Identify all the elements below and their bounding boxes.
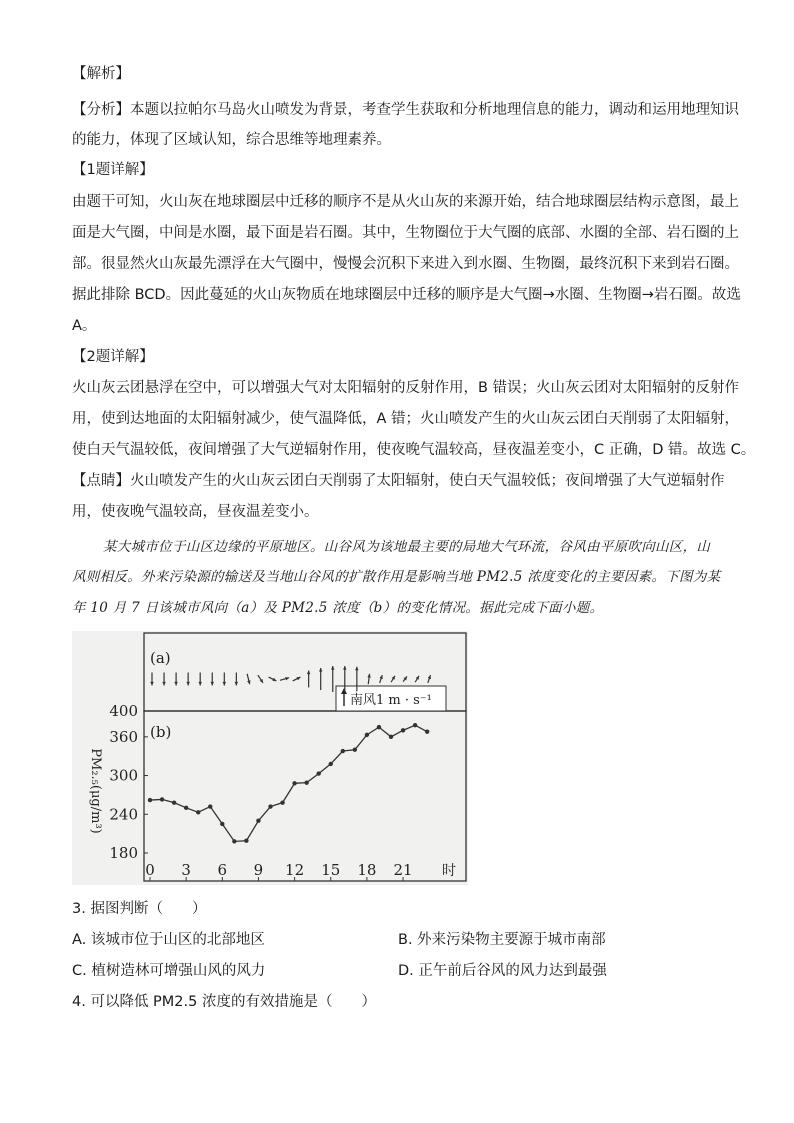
pm25-point <box>220 822 224 826</box>
y-tick-label: 360 <box>109 727 138 746</box>
pm25-line <box>150 725 427 841</box>
jiexi-heading: 【解析】 <box>72 66 130 82</box>
pm25-point <box>196 810 200 814</box>
x-tick-label: 15 <box>321 861 341 879</box>
panel-a-label: (a) <box>150 649 171 667</box>
dianjing-line-1: 【点睛】火山喷发产生的火山灰云团白天削弱了太阳辐射，使白天气温较低；夜间增强了大气逆辐射作 <box>72 473 725 489</box>
wind-arrow-head <box>186 682 189 686</box>
wind-arrow-head <box>211 682 214 686</box>
stem-line-2: 风则相反。外来污染源的输送及当地山谷风的扩散作用是影响当地 PM2.5 浓度变化的主要因素。下图为某 <box>72 569 721 585</box>
x-tick-label: 9 <box>253 861 264 879</box>
pm25-point <box>413 723 417 727</box>
y-tick-label: 240 <box>109 805 138 824</box>
wind-pm25-figure <box>72 631 468 885</box>
wind-arrow-head <box>150 682 153 686</box>
question-3-option-d[interactable]: D. 正午前后谷风的风力达到最强 <box>398 963 607 979</box>
pm25-point <box>208 804 212 808</box>
question-3-option-c[interactable]: C. 植树造林可增强山风的风力 <box>72 963 266 979</box>
wind-arrow-head <box>198 682 201 686</box>
x-tick-label: 3 <box>181 861 191 879</box>
pm25-point <box>304 780 308 784</box>
wind-arrow-head <box>319 668 322 672</box>
y-axis-label: PM₂.₅(μg/m³) <box>88 748 103 834</box>
question-4: 4. 可以降低 PM2.5 浓度的有效措施是（ ） <box>72 994 376 1010</box>
pm25-point <box>292 781 296 785</box>
q1-line-3: 部。很显然火山灰最先漂浮在大气圈中，慢慢会沉积下来进入到水圈、生物圈，最终沉积下来到岩石圈。 <box>72 256 739 272</box>
chart-svg <box>72 631 468 885</box>
pm25-point <box>329 762 333 766</box>
wind-arrow-head <box>223 682 226 686</box>
question-3-option-a[interactable]: A. 该城市位于山区的北部地区 <box>72 932 265 948</box>
wind-arrow-head <box>235 682 238 686</box>
pm25-point <box>401 728 405 732</box>
x-axis-label: 时 <box>442 863 456 879</box>
q2-line-1: 火山灰云团悬浮在空中，可以增强大气对太阳辐射的反射作用，B 错误；火山灰云团对太阳辐射的反射作 <box>72 380 740 396</box>
wind-arrow-head <box>331 666 334 670</box>
x-tick-label: 18 <box>357 861 377 879</box>
y-tick-label: 400 <box>109 702 138 720</box>
x-tick-label: 6 <box>217 861 228 879</box>
q1-line-4: 据此排除 BCD。因此蔓延的火山灰物质在地球圈层中迁移的顺序是大气圈→水圈、生物圈→岩石圈。故选 <box>72 287 741 303</box>
pm25-series <box>148 723 430 844</box>
q2-line-3: 使白天气温较低，夜间增强了大气逆辐射作用，使夜晚气温较高，昼夜温差变小，C 正确，D 错。故选 C。 <box>72 442 756 458</box>
fenxi-line-2: 的能力，体现了区域认知，综合思维等地理素养。 <box>72 132 391 148</box>
dianjing-line-2: 用，使夜晚气温较高，昼夜温差变小。 <box>72 504 319 520</box>
pm25-point <box>280 800 284 804</box>
y-tick-label: 180 <box>109 844 138 862</box>
wind-arrow-head <box>343 666 346 670</box>
wind-arrow-head <box>379 675 382 679</box>
pm25-point <box>377 725 381 729</box>
fenxi-line-1: 【分析】本题以拉帕尔马岛火山喷发为背景，考查学生获取和分析地理信息的能力，调动和运用地理知识 <box>72 102 739 118</box>
pm25-point <box>317 771 321 775</box>
question-3-option-b[interactable]: B. 外来污染物主要源于城市南部 <box>398 932 606 948</box>
x-tick-label: 0 <box>145 861 155 879</box>
pm25-point <box>341 749 345 753</box>
stem-line-3: 年 10 月 7 日该城市风向（a）及 PM2.5 浓度（b）的变化情况。据此完成下面小题。 <box>72 600 604 616</box>
q1-line-2: 面是大气圈，中间是水圈，最下面是岩石圈。其中，生物圈位于大气圈的底部、水圈的全部、岩石圈的上 <box>72 225 739 241</box>
pm25-point <box>425 729 429 733</box>
pm25-point <box>353 748 357 752</box>
pm25-point <box>172 800 176 804</box>
panel-b-label: (b) <box>150 723 172 741</box>
q2-heading: 【2题详解】 <box>72 349 154 365</box>
q1-heading: 【1题详解】 <box>72 162 154 178</box>
x-tick-label: 21 <box>393 861 413 879</box>
pm25-point <box>160 797 164 801</box>
legend-label: 南风1 m · s⁻¹ <box>350 693 432 708</box>
question-3: 3. 据图判断（ ） <box>72 901 207 917</box>
pm25-point <box>268 804 272 808</box>
pm25-point <box>244 839 248 843</box>
wind-arrow-head <box>428 675 431 679</box>
wind-arrow-head <box>307 671 310 675</box>
y-tick-label: 300 <box>109 766 138 785</box>
pm25-point <box>148 798 152 802</box>
pm25-point <box>232 839 236 843</box>
pm25-point <box>256 819 260 823</box>
panel-b-frame <box>144 711 466 881</box>
pm25-point <box>389 735 393 739</box>
q1-line-5: A。 <box>72 318 97 334</box>
q1-line-1: 由题干可知，火山灰在地球圈层中迁移的顺序不是从火山灰的来源开始，结合地球圈层结构示意图，最上 <box>72 194 739 210</box>
pm25-point <box>365 733 369 737</box>
wind-arrow-head <box>355 667 358 671</box>
q2-line-2: 用，使到达地面的太阳辐射减少，使气温降低，A 错；火山喷发产生的火山灰云团白天削弱了太阳辐射， <box>72 411 740 427</box>
wind-arrow-head <box>162 682 165 686</box>
wind-arrow-head <box>174 682 177 686</box>
x-tick-label: 12 <box>285 861 305 879</box>
stem-line-1: 某大城市位于山区边缘的平原地区。山谷风为该地最主要的局地大气环流，谷风由平原吹向山区，山 <box>103 539 711 555</box>
pm25-point <box>184 806 188 810</box>
